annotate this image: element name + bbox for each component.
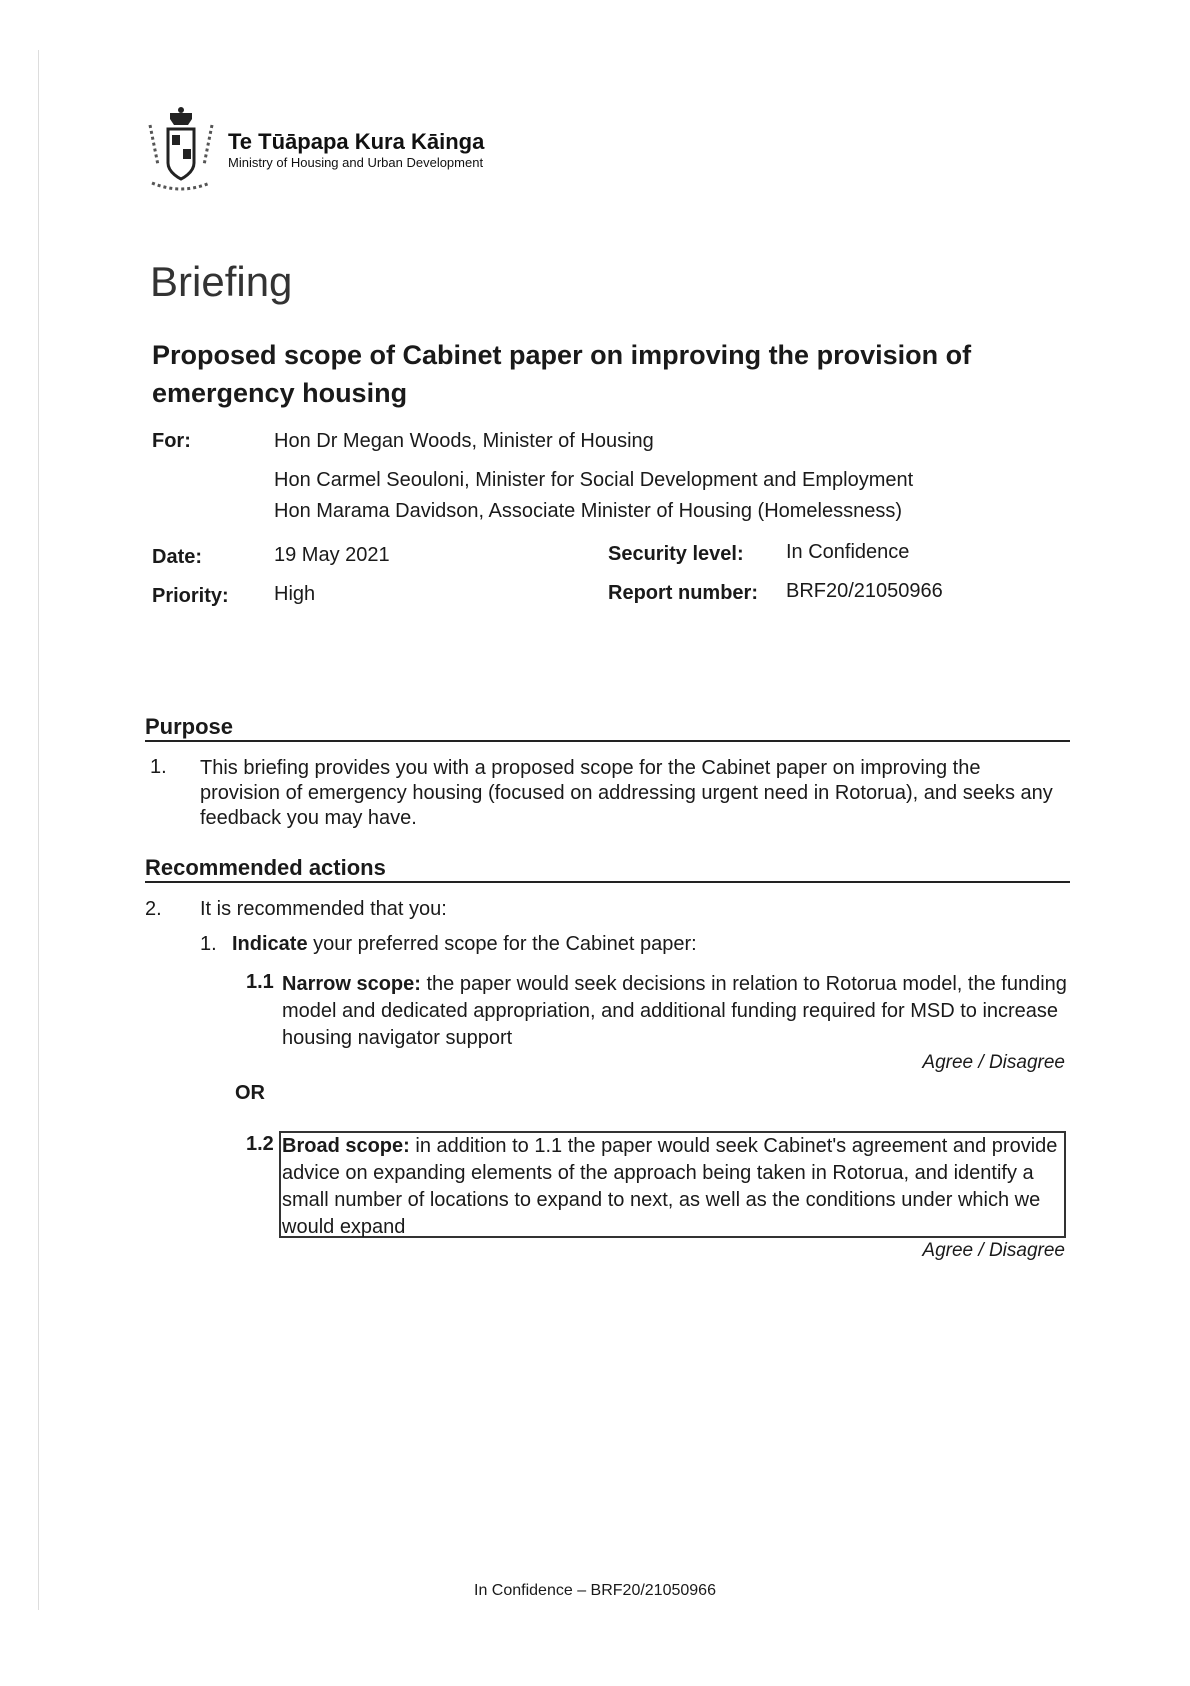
for-recipient: Hon Marama Davidson, Associate Minister of Housing (Homelessness) [274, 500, 903, 522]
coat-of-arms-icon [140, 105, 222, 193]
item-number: 1. [200, 933, 217, 955]
item-rest: your preferred scope for the Cabinet paper: [307, 933, 697, 955]
footer: In Confidence – BRF20/21050966 [474, 1582, 716, 1599]
logo-subtitle: Ministry of Housing and Urban Development [228, 154, 484, 170]
recommended-heading: Recommended actions [145, 855, 386, 880]
option-bold: Broad scope: [282, 1135, 410, 1157]
agree-disagree[interactable]: Agree / Disagree [922, 1240, 1065, 1261]
para-number: 2. [145, 898, 162, 920]
recommend-intro: It is recommended that you: [200, 898, 447, 920]
for-recipient: Hon Carmel Seouloni, Minister for Social Development and Employment [274, 469, 914, 491]
divider [145, 881, 1070, 883]
purpose-heading: Purpose [145, 714, 234, 739]
option-number: 1.1 [246, 971, 274, 993]
purpose-text: This briefing provides you with a proposed scope for the Cabinet paper on improving the provision of emergency housing (focused on addressing urgent need in Rotorua), and seeks any feedback you may have. [200, 757, 1053, 829]
date-label: Date: [152, 546, 203, 568]
item-text [232, 933, 697, 956]
scan-edge [38, 50, 39, 1610]
for-label: For: [152, 430, 191, 452]
option-narrow-text [282, 971, 1072, 1052]
priority-label: Priority: [152, 585, 229, 607]
option-rest: the paper would seek decisions in relation to Rotorua model, the funding model and dedicated appropriation, and additional funding required for MSD to increase housing navigator support [282, 973, 1067, 1049]
priority-value: High [274, 583, 316, 605]
divider [145, 740, 1070, 742]
or-label: OR [235, 1082, 265, 1104]
option-bold: Narrow scope: [282, 973, 421, 995]
for-recipient: Hon Dr Megan Woods, Minister of Housing [274, 430, 654, 452]
doc-type: Briefing [150, 258, 293, 305]
option-number: 1.2 [246, 1133, 274, 1155]
agree-disagree[interactable]: Agree / Disagree [922, 1052, 1065, 1073]
para-number: 1. [150, 756, 167, 778]
logo-name: Te Tūāpapa Kura Kāinga [228, 128, 485, 154]
report-label: Report number: [608, 582, 758, 604]
security-label: Security level: [608, 543, 744, 565]
date-value: 19 May 2021 [274, 544, 390, 566]
security-value: In Confidence [786, 541, 910, 563]
ministry-logo [140, 105, 484, 193]
option-rest: in addition to 1.1 the paper would seek Cabinet's agreement and provide advice on expanding elements of the approach being taken in Rotorua, and identify a small number of locations to expand to next, as well as the conditions under which we would expand [282, 1135, 1058, 1238]
page-title: Proposed scope of Cabinet paper on improving the provision of emergency housing [152, 340, 972, 408]
item-bold: Indicate [232, 933, 308, 955]
option-broad-text [282, 1133, 1062, 1241]
report-value: BRF20/21050966 [786, 580, 943, 602]
